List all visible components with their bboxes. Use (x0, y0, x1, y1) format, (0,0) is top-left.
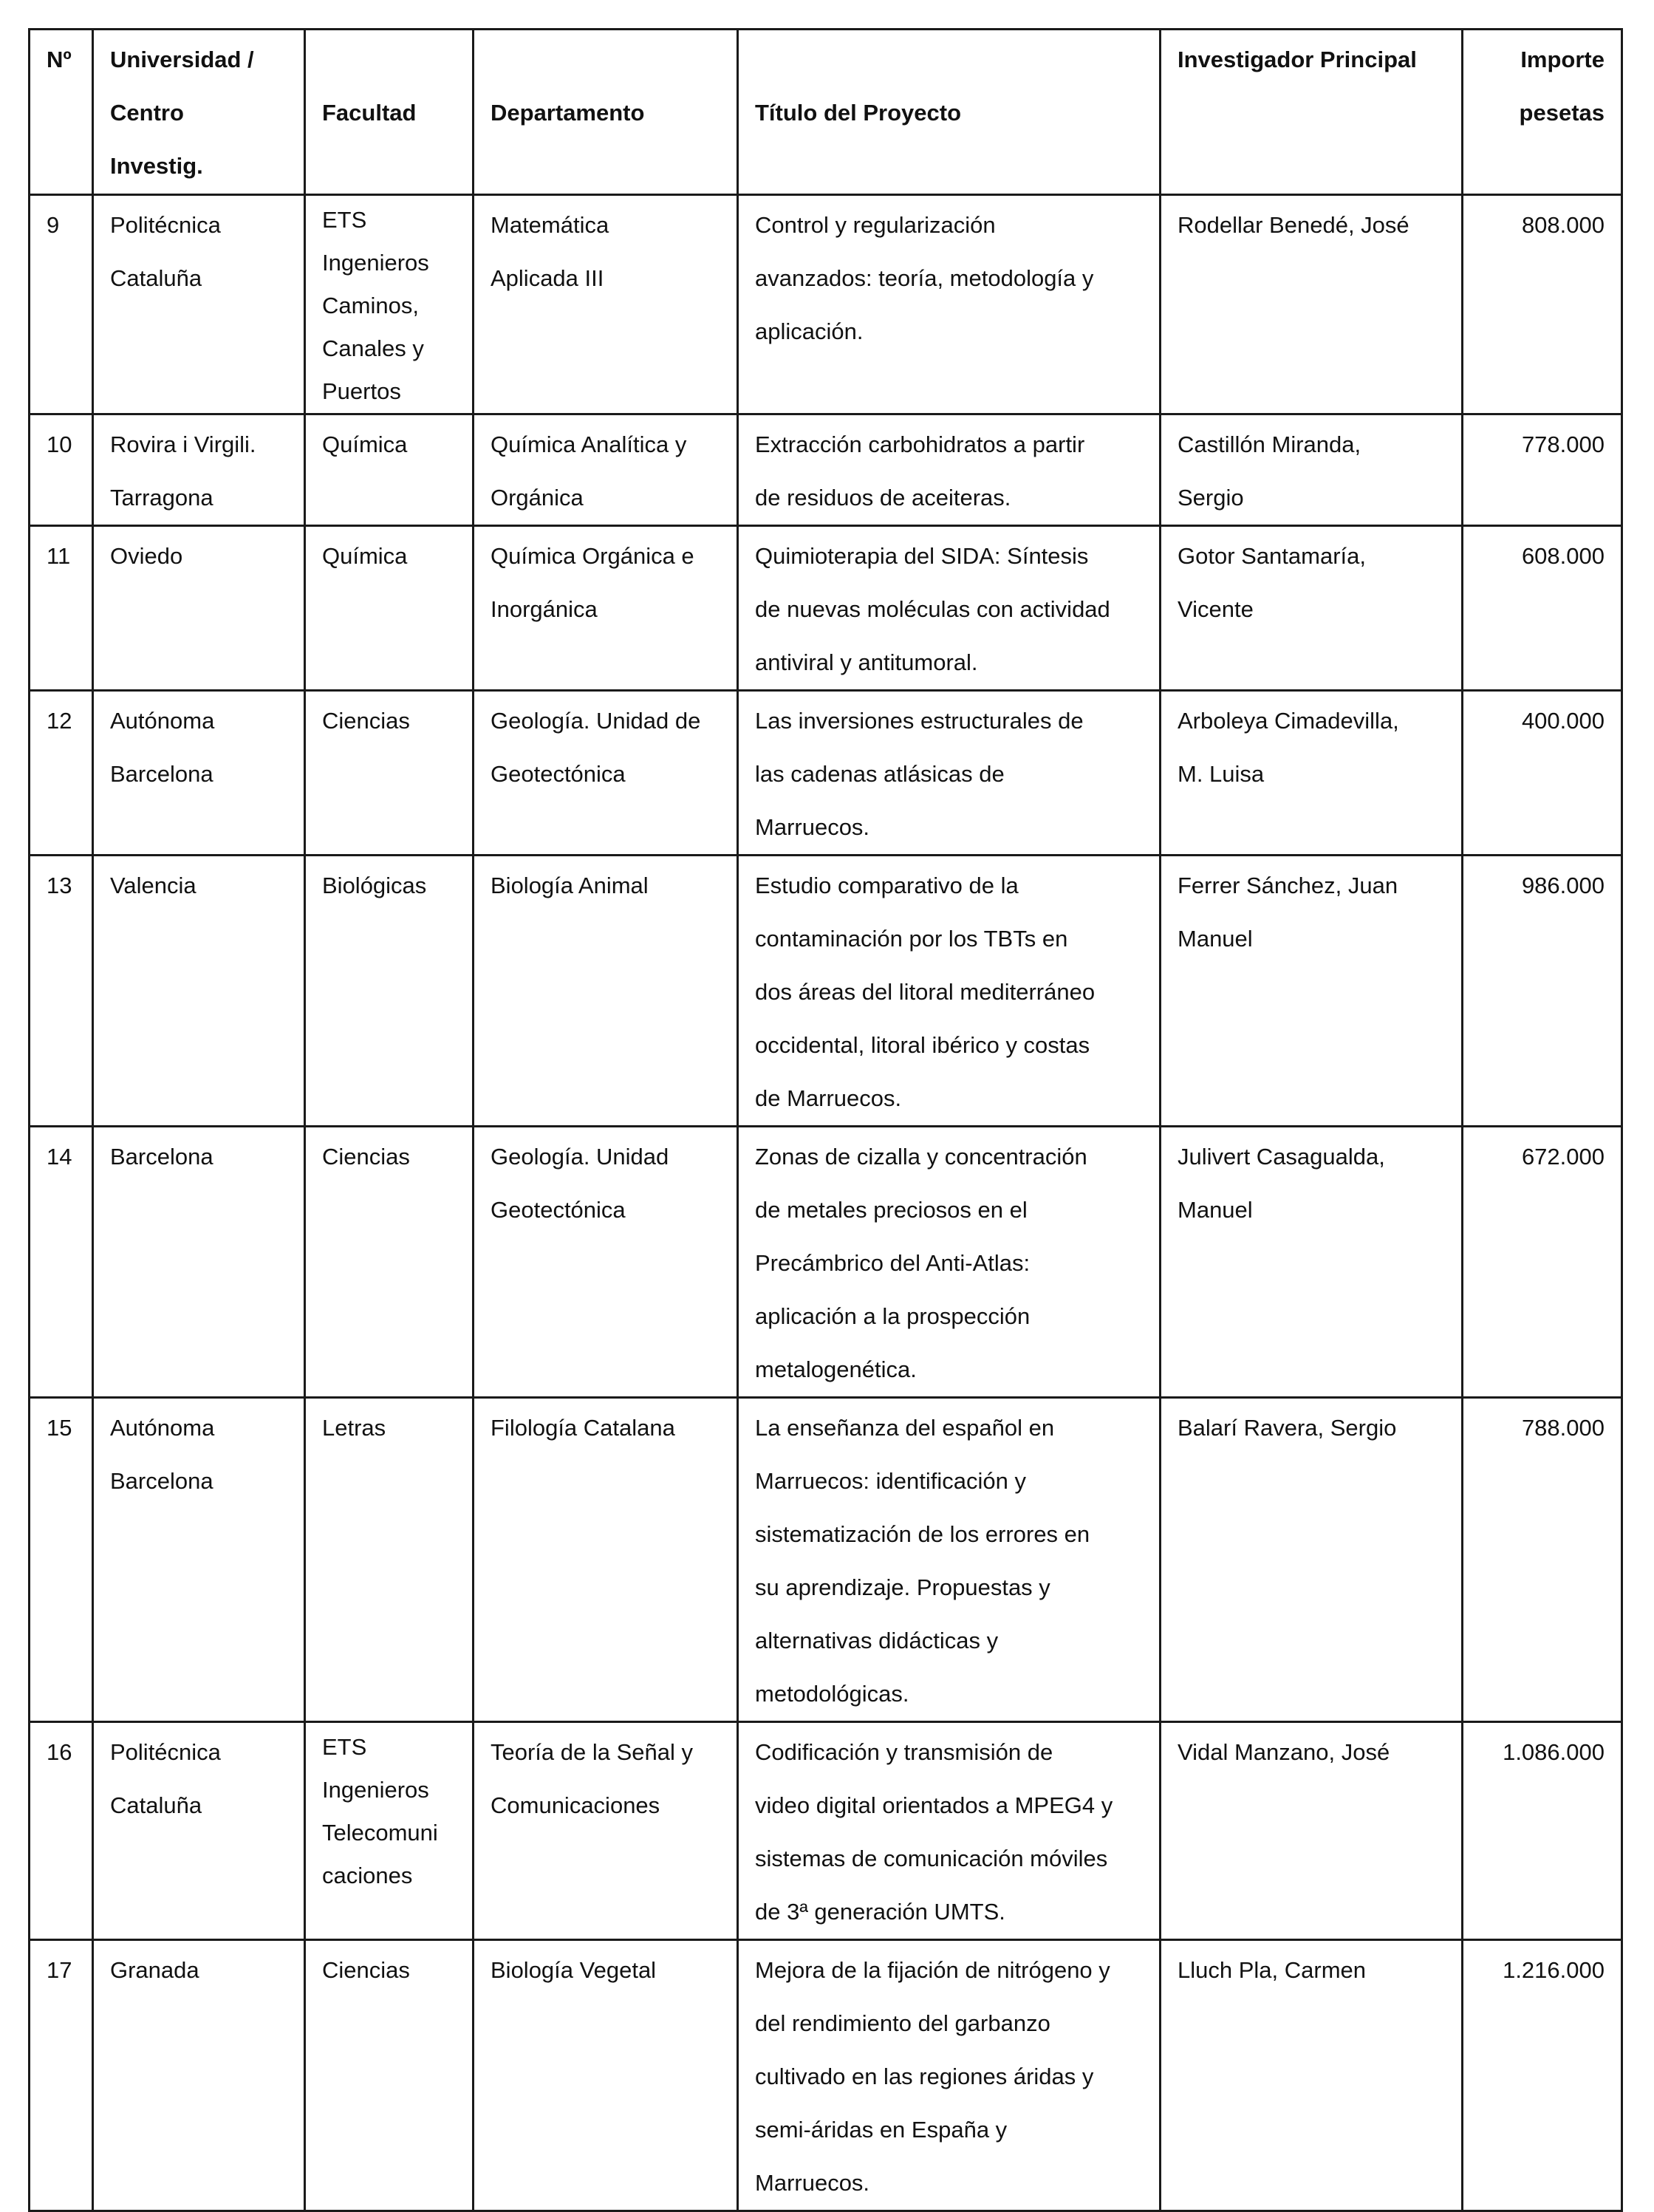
titulo-line: las cadenas atlásicas de (755, 761, 1005, 787)
cell-titulo (738, 1398, 1161, 1722)
table-row (30, 1722, 1622, 1940)
universidad-line: Valencia (110, 873, 197, 898)
departamento-line: Biología Animal (491, 873, 649, 898)
titulo-line: alternativas didácticas y (755, 1628, 999, 1653)
cell-facultad (305, 414, 474, 526)
header-departamento: Departamento (474, 30, 738, 195)
cell-importe: 608.000 (1463, 526, 1622, 691)
cell-universidad (93, 1398, 305, 1722)
titulo-line: Zonas de cizalla y concentración (755, 1144, 1087, 1170)
titulo-line: aplicación a la prospección (755, 1303, 1031, 1329)
departamento-line: Geología. Unidad de (491, 708, 701, 734)
departamento-line: Geología. Unidad (491, 1144, 669, 1170)
facultad-line: Química (322, 431, 408, 457)
titulo-line: sistematización de los errores en (755, 1521, 1090, 1547)
cell-facultad (305, 526, 474, 691)
titulo-line: antiviral y antitumoral. (755, 649, 978, 675)
cell-universidad (93, 195, 305, 414)
departamento-line: Inorgánica (491, 596, 598, 622)
table-row (30, 414, 1622, 526)
departamento-line: Filología Catalana (491, 1415, 675, 1441)
table-body (30, 195, 1622, 2211)
cell-titulo (738, 526, 1161, 691)
header-importe-line: pesetas (1519, 100, 1605, 126)
cell-universidad (93, 1940, 305, 2211)
cell-departamento (474, 691, 738, 856)
cell-importe: 778.000 (1463, 414, 1622, 526)
cell-facultad (305, 1722, 474, 1940)
facultad-line: ETS (322, 1734, 367, 1760)
titulo-line: de metales preciosos en el (755, 1197, 1028, 1223)
table-row (30, 526, 1622, 691)
cell-num: 12 (30, 691, 93, 856)
cell-universidad (93, 526, 305, 691)
cell-titulo (738, 691, 1161, 856)
titulo-line: Estudio comparativo de la (755, 873, 1019, 898)
titulo-line: de residuos de aceiteras. (755, 485, 1011, 511)
table-header (30, 30, 1622, 195)
cell-universidad (93, 1722, 305, 1940)
cell-importe: 788.000 (1463, 1398, 1622, 1722)
titulo-line: Las inversiones estructurales de (755, 708, 1084, 734)
header-universidad-line: Universidad / (110, 47, 254, 72)
cell-num: 16 (30, 1722, 93, 1940)
investigador-line: Vicente (1178, 596, 1254, 622)
table-row (30, 195, 1622, 414)
departamento-line: Geotectónica (491, 761, 626, 787)
cell-facultad (305, 195, 474, 414)
titulo-line: video digital orientados a MPEG4 y (755, 1792, 1113, 1818)
investigador-line: Manuel (1178, 926, 1253, 952)
titulo-line: de Marruecos. (755, 1085, 902, 1111)
header-importe (1463, 30, 1622, 195)
facultad-line: Ingenieros (322, 1777, 429, 1803)
cell-departamento (474, 1940, 738, 2211)
cell-num: 9 (30, 195, 93, 414)
cell-investigador (1161, 414, 1463, 526)
departamento-line: Comunicaciones (491, 1792, 660, 1818)
titulo-line: dos áreas del litoral mediterráneo (755, 979, 1096, 1005)
cell-departamento (474, 1398, 738, 1722)
cell-universidad (93, 414, 305, 526)
titulo-line: de 3ª generación UMTS. (755, 1899, 1005, 1925)
titulo-line: aplicación. (755, 318, 864, 344)
cell-num: 11 (30, 526, 93, 691)
cell-universidad (93, 856, 305, 1127)
titulo-line: Control y regularización (755, 212, 996, 238)
table-row (30, 691, 1622, 856)
cell-facultad (305, 856, 474, 1127)
titulo-line: de nuevas moléculas con actividad (755, 596, 1110, 622)
investigador-line: Balarí Ravera, Sergio (1178, 1415, 1397, 1441)
investigador-line: Rodellar Benedé, José (1178, 212, 1409, 238)
cell-titulo (738, 195, 1161, 414)
facultad-line: Ingenieros (322, 250, 429, 276)
facultad-line: Ciencias (322, 708, 410, 734)
universidad-line: Cataluña (110, 1792, 202, 1818)
investigador-line: Lluch Pla, Carmen (1178, 1957, 1367, 1983)
titulo-line: Mejora de la fijación de nitrógeno y (755, 1957, 1110, 1983)
cell-importe: 400.000 (1463, 691, 1622, 856)
cell-investigador (1161, 1722, 1463, 1940)
titulo-line: metalogenética. (755, 1356, 917, 1382)
cell-investigador (1161, 1398, 1463, 1722)
header-num: Nº (30, 30, 93, 195)
titulo-line: La enseñanza del español en (755, 1415, 1055, 1441)
titulo-line: metodológicas. (755, 1681, 909, 1707)
header-importe-line: Importe (1520, 47, 1605, 72)
cell-facultad (305, 1940, 474, 2211)
header-universidad-line: Investig. (110, 153, 203, 179)
titulo-line: Marruecos. (755, 814, 870, 840)
header-facultad: Facultad (305, 30, 474, 195)
facultad-line: ETS (322, 207, 367, 233)
titulo-line: del rendimiento del garbanzo (755, 2010, 1050, 2036)
investigador-line: Sergio (1178, 485, 1244, 511)
facultad-line: Canales y (322, 335, 424, 361)
titulo-line: su aprendizaje. Propuestas y (755, 1574, 1050, 1600)
facultad-line: Química (322, 543, 408, 569)
universidad-line: Barcelona (110, 1144, 213, 1170)
universidad-line: Cataluña (110, 265, 202, 291)
cell-departamento (474, 195, 738, 414)
universidad-line: Oviedo (110, 543, 183, 569)
projects-table (28, 28, 1623, 2212)
investigador-line: Castillón Miranda, (1178, 431, 1361, 457)
facultad-line: Ciencias (322, 1144, 410, 1170)
titulo-line: avanzados: teoría, metodología y (755, 265, 1094, 291)
cell-num: 13 (30, 856, 93, 1127)
cell-titulo (738, 1940, 1161, 2211)
cell-num: 10 (30, 414, 93, 526)
header-titulo: Título del Proyecto (738, 30, 1161, 195)
cell-facultad (305, 1127, 474, 1398)
cell-titulo (738, 1127, 1161, 1398)
investigador-line: Manuel (1178, 1197, 1253, 1223)
universidad-line: Tarragona (110, 485, 213, 511)
header-universidad-line: Centro (110, 100, 184, 126)
titulo-line: Quimioterapia del SIDA: Síntesis (755, 543, 1089, 569)
facultad-line: Letras (322, 1415, 386, 1441)
cell-departamento (474, 1722, 738, 1940)
departamento-line: Aplicada III (491, 265, 604, 291)
investigador-line: Gotor Santamaría, (1178, 543, 1367, 569)
investigador-line: Ferrer Sánchez, Juan (1178, 873, 1398, 898)
universidad-line: Barcelona (110, 1468, 213, 1494)
table-row (30, 1940, 1622, 2211)
table-row (30, 1398, 1622, 1722)
facultad-line: Telecomuni (322, 1820, 438, 1846)
investigador-line: Arboleya Cimadevilla, (1178, 708, 1399, 734)
titulo-line: Precámbrico del Anti-Atlas: (755, 1250, 1031, 1276)
cell-universidad (93, 691, 305, 856)
cell-importe: 1.216.000 (1463, 1940, 1622, 2211)
titulo-line: Extracción carbohidratos a partir (755, 431, 1085, 457)
titulo-line: cultivado en las regiones áridas y (755, 2063, 1094, 2089)
cell-num: 14 (30, 1127, 93, 1398)
cell-universidad (93, 1127, 305, 1398)
titulo-line: sistemas de comunicación móviles (755, 1846, 1108, 1871)
cell-departamento (474, 856, 738, 1127)
cell-importe: 808.000 (1463, 195, 1622, 414)
facultad-line: caciones (322, 1863, 413, 1888)
universidad-line: Autónoma (110, 708, 215, 734)
cell-departamento (474, 526, 738, 691)
titulo-line: semi-áridas en España y (755, 2117, 1008, 2143)
cell-investigador (1161, 526, 1463, 691)
facultad-line: Puertos (322, 378, 401, 404)
departamento-line: Biología Vegetal (491, 1957, 657, 1983)
titulo-line: contaminación por los TBTs en (755, 926, 1068, 952)
facultad-line: Ciencias (322, 1957, 410, 1983)
cell-titulo (738, 1722, 1161, 1940)
cell-investigador (1161, 856, 1463, 1127)
cell-num: 17 (30, 1940, 93, 2211)
universidad-line: Autónoma (110, 1415, 215, 1441)
header-investigador: Investigador Principal (1161, 30, 1463, 195)
titulo-line: Marruecos: identificación y (755, 1468, 1026, 1494)
departamento-line: Geotectónica (491, 1197, 626, 1223)
investigador-line: Julivert Casagualda, (1178, 1144, 1385, 1170)
titulo-line: Marruecos. (755, 2170, 870, 2196)
departamento-line: Química Orgánica e (491, 543, 694, 569)
cell-departamento (474, 1127, 738, 1398)
cell-investigador (1161, 1940, 1463, 2211)
departamento-line: Orgánica (491, 485, 584, 511)
table-row (30, 856, 1622, 1127)
investigador-line: M. Luisa (1178, 761, 1265, 787)
departamento-line: Teoría de la Señal y (491, 1739, 694, 1765)
universidad-line: Politécnica (110, 1739, 221, 1765)
cell-titulo (738, 856, 1161, 1127)
cell-investigador (1161, 1127, 1463, 1398)
header-row (30, 30, 1622, 195)
investigador-line: Vidal Manzano, José (1178, 1739, 1390, 1765)
header-universidad (93, 30, 305, 195)
cell-num: 15 (30, 1398, 93, 1722)
titulo-line: occidental, litoral ibérico y costas (755, 1032, 1090, 1058)
cell-importe: 672.000 (1463, 1127, 1622, 1398)
departamento-line: Química Analítica y (491, 431, 687, 457)
table-row (30, 1127, 1622, 1398)
departamento-line: Matemática (491, 212, 609, 238)
cell-investigador (1161, 691, 1463, 856)
titulo-line: Codificación y transmisión de (755, 1739, 1053, 1765)
universidad-line: Rovira i Virgili. (110, 431, 256, 457)
cell-departamento (474, 414, 738, 526)
cell-titulo (738, 414, 1161, 526)
facultad-line: Biológicas (322, 873, 427, 898)
cell-investigador (1161, 195, 1463, 414)
universidad-line: Barcelona (110, 761, 213, 787)
cell-facultad (305, 1398, 474, 1722)
cell-importe: 986.000 (1463, 856, 1622, 1127)
universidad-line: Granada (110, 1957, 199, 1983)
cell-importe: 1.086.000 (1463, 1722, 1622, 1940)
facultad-line: Caminos, (322, 293, 419, 318)
universidad-line: Politécnica (110, 212, 221, 238)
cell-facultad (305, 691, 474, 856)
